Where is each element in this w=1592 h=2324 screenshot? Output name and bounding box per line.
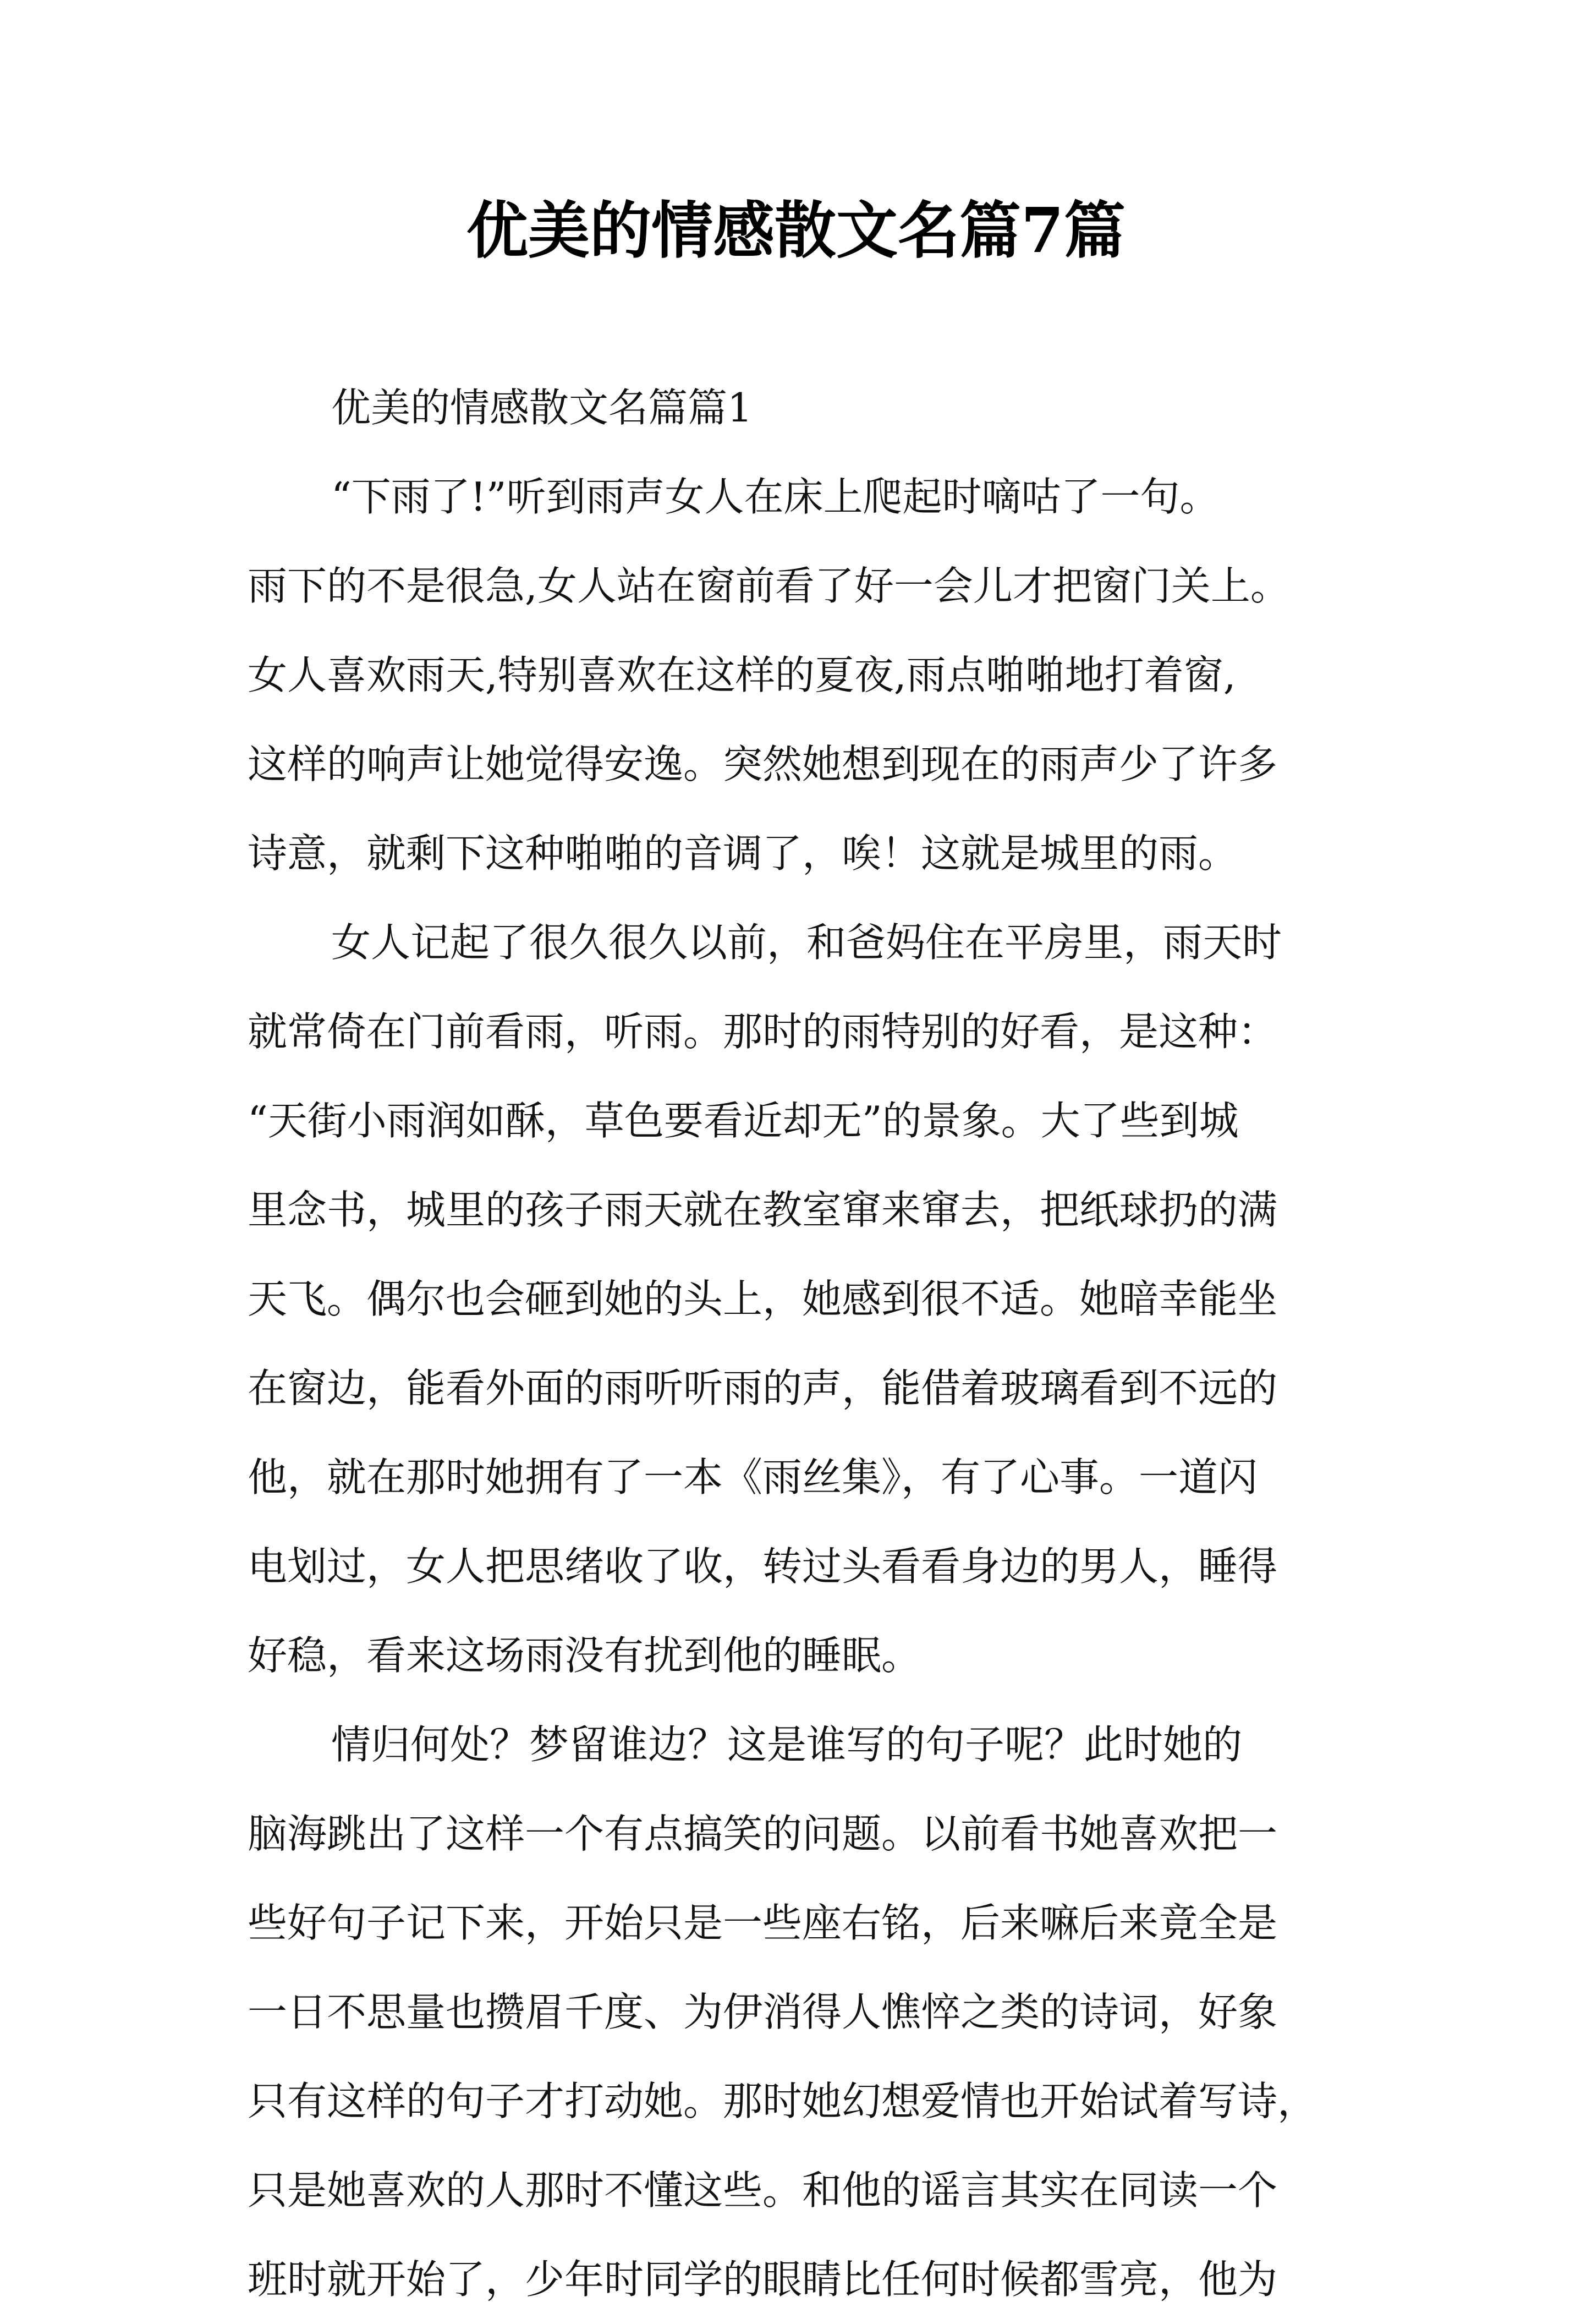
paragraph-1-line-2: 雨下的不是很急,女人站在窗前看了好一会儿才把窗门关上。 bbox=[248, 563, 1290, 609]
paragraph-2-line-4: 里念书，城里的孩子雨天就在教室窜来窜去，把纸球扔的满 bbox=[248, 1187, 1278, 1233]
paragraph-3-line-7: 班时就开始了，少年时同学的眼睛比任何时候都雪亮，他为 bbox=[248, 2256, 1278, 2303]
paragraph-2-line-5: 天飞。偶尔也会砸到她的头上，她感到很不适。她暗幸能坐 bbox=[248, 1276, 1278, 1322]
document-body bbox=[248, 363, 1361, 2324]
paragraph-3-line-5: 只有这样的句子才打动她。那时她幻想爱情也开始试着写诗， bbox=[248, 2078, 1317, 2124]
paragraph-2-line-3: “天街小雨润如酥，草色要看近却无”的景象。大了些到城 bbox=[248, 1098, 1239, 1144]
paragraph-1-line-4: 这样的响声让她觉得安逸。突然她想到现在的雨声少了许多 bbox=[248, 741, 1278, 787]
paragraph-2-line-6: 在窗边，能看外面的雨听听雨的声，能借着玻璃看到不远的 bbox=[248, 1365, 1278, 1411]
paragraph-2-line-1: 女人记起了很久很久以前，和爸妈住在平房里，雨天时 bbox=[331, 919, 1282, 966]
paragraph-1-line-1: “下雨了!”听到雨声女人在床上爬起时嘀咕了一句。 bbox=[331, 474, 1220, 520]
paragraph-2-line-2: 就常倚在门前看雨，听雨。那时的雨特别的好看，是这种： bbox=[248, 1008, 1278, 1055]
paragraph-3-line-2: 脑海跳出了这样一个有点搞笑的问题。以前看书她喜欢把一 bbox=[248, 1811, 1278, 1857]
paragraph-2-line-9: 好稳，看来这场雨没有扰到他的睡眠。 bbox=[248, 1632, 921, 1679]
paragraph-2-line-7: 他，就在那时她拥有了一本《雨丝集》，有了心事。一道闪 bbox=[248, 1454, 1258, 1500]
paragraph-3-line-1: 情归何处？梦留谁边？这是谁写的句子呢？此时她的 bbox=[331, 1722, 1243, 1768]
section-heading: 优美的情感散文名篇篇1 bbox=[331, 385, 753, 431]
paragraph-1-line-3: 女人喜欢雨天,特别喜欢在这样的夏夜,雨点啪啪地打着窗, bbox=[248, 652, 1236, 698]
paragraph-3-line-6: 只是她喜欢的人那时不懂这些。和他的谣言其实在同读一个 bbox=[248, 2167, 1278, 2213]
paragraph-1-line-5: 诗意，就剩下这种啪啪的音调了，唉！这就是城里的雨。 bbox=[248, 830, 1238, 876]
paragraph-3-line-3: 些好句子记下来，开始只是一些座右铭，后来嘛后来竟全是 bbox=[248, 1900, 1278, 1946]
paragraph-2-line-8: 电划过，女人把思绪收了收，转过头看看身边的男人，睡得 bbox=[248, 1543, 1278, 1589]
paragraph-3-line-4: 一日不思量也攒眉千度、为伊消得人憔悴之类的诗词，好象 bbox=[248, 1989, 1278, 2035]
document-title: 优美的情感散文名篇7篇 bbox=[466, 195, 1126, 267]
